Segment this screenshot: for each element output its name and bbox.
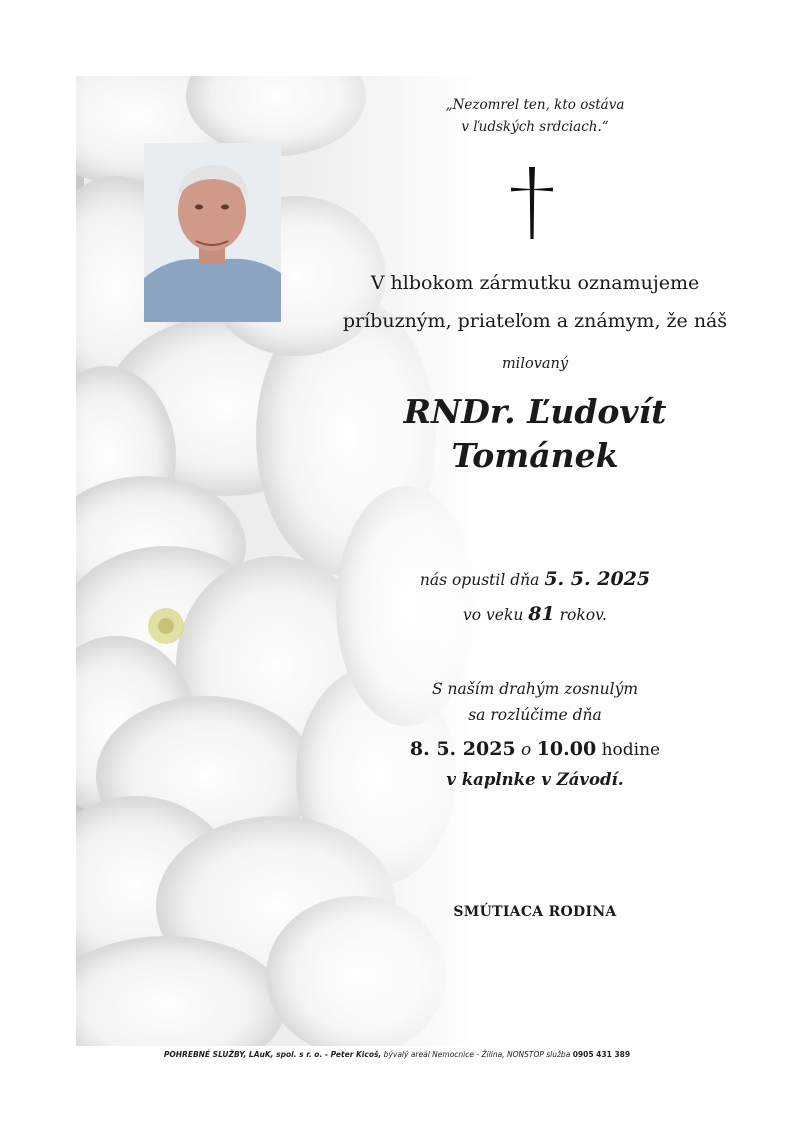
- beloved-label: milovaný: [501, 356, 569, 372]
- death-info: [330, 562, 740, 632]
- intro-line-2: príbuzným, priateľom a známym, že náš: [342, 310, 728, 332]
- portrait-photo: [144, 143, 281, 322]
- age-suffix: rokov.: [554, 606, 607, 624]
- age-line: [330, 597, 740, 632]
- quote-line-1: „Nezomrel ten, kto ostáva: [445, 97, 625, 113]
- death-date: 5. 5. 2025: [544, 568, 651, 590]
- footer-company-info: [0, 1050, 794, 1059]
- funeral-hour-word: hodine: [596, 740, 661, 760]
- death-date-line: [330, 562, 740, 597]
- footer-address: bývalý areál Nemocnice - Žilina, NONSTOP služba: [381, 1050, 573, 1059]
- age-prefix: vo veku: [463, 606, 529, 624]
- name-line-1: RNDr. Ľudovít: [403, 392, 667, 431]
- deceased-name: [330, 390, 740, 478]
- intro-line-1: V hlbokom zármutku oznamujeme: [370, 272, 700, 294]
- funeral-datetime: [330, 734, 740, 765]
- memorial-quote: [330, 94, 740, 138]
- funeral-line-1: S naším drahým zosnulým: [431, 680, 639, 698]
- funeral-line-2: sa rozlúčime dňa: [468, 706, 602, 724]
- mourning-family: SMÚTIACA RODINA: [453, 904, 617, 920]
- announcement-text: [330, 264, 740, 340]
- cross-icon: [508, 165, 556, 245]
- funeral-info: [330, 676, 740, 795]
- quote-line-2: v ľudských srdciach.“: [461, 119, 609, 135]
- funeral-time: 10.00: [536, 738, 597, 760]
- funeral-place: v kaplnke v Závodí.: [446, 770, 624, 789]
- death-date-prefix: nás opustil dňa: [419, 571, 545, 589]
- footer-company: POHREBNÉ SLUŽBY, LAuK, spol. s r. o. - Peter Kicoš,: [163, 1050, 382, 1059]
- age-value: 81: [528, 603, 555, 625]
- funeral-date: 8. 5. 2025: [409, 738, 516, 760]
- funeral-at: o: [515, 740, 537, 760]
- footer-phone: 0905 431 389: [572, 1050, 631, 1059]
- name-line-2: Tománek: [451, 436, 619, 475]
